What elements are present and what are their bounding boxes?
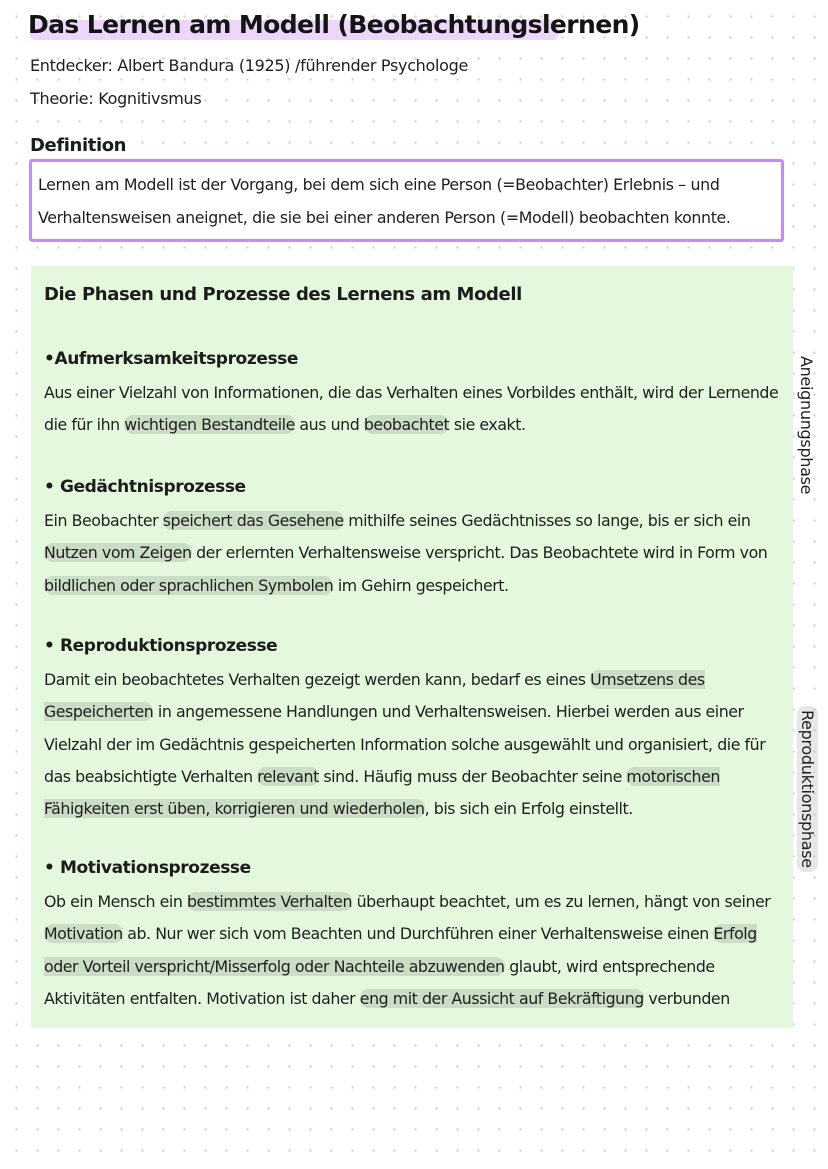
definition-box bbox=[29, 159, 784, 242]
text-segment: sind. Häufig muss der Beobachter seine bbox=[318, 766, 627, 786]
phases-title: Die Phasen und Prozesse des Lernens am Modell bbox=[44, 284, 522, 305]
section-text-motivation bbox=[44, 886, 789, 1015]
text-segment: verbunden bbox=[643, 988, 730, 1008]
text-segment: , bis sich ein Erfolg einstellt. bbox=[424, 799, 633, 819]
discoverer-line: Entdecker: Albert Bandura (1925) /führender Psychologe bbox=[30, 56, 469, 75]
text-segment: Ein Beobachter bbox=[44, 511, 163, 530]
section-heading-reproduction: • Reproduktionsprozesse bbox=[44, 636, 278, 656]
text-segment: überhaupt beachtet, um es zu lernen, hängt von seiner bbox=[352, 892, 771, 911]
section-text-reproduction bbox=[44, 664, 789, 825]
section-text-attention bbox=[44, 377, 789, 442]
text-segment: in angemessene Handlungen und Verhaltensweisen. Hierbei werden aus einer Vielzahl der im Gedächtnis gespeicherten Information solche ausgewählt und organisiert, die für das beabsichtigte Verhalten bbox=[44, 702, 766, 786]
definition-text: Lernen am Modell ist der Vorgang, bei dem sich eine Person (=Beobachter) Erlebnis – und Verhaltensweisen aneignet, die sie bei einer anderen Person (=Modell) beobachten konnte. bbox=[38, 175, 731, 227]
highlighted-phrase: wichtigen Bestandteile bbox=[124, 415, 295, 435]
text-segment: Aus einer Vielzahl von Informationen, die das Verhalten eines Vorbildes enthält, wird der Lernende die für ihn bbox=[44, 383, 779, 435]
highlighted-phrase: Erfolg oder Vorteil verspricht/Misserfolg oder Nachteile abzuwenden bbox=[44, 924, 757, 976]
highlighted-phrase: bestimmtes Verhalten bbox=[186, 892, 353, 911]
text-segment: sie exakt. bbox=[449, 415, 526, 435]
highlighted-phrase: Nutzen vom Zeigen bbox=[44, 543, 192, 563]
side-label-acquisition: Aneignungsphase bbox=[797, 356, 816, 495]
highlighted-phrase: bildlichen oder sprachlichen Symbolen bbox=[44, 575, 334, 595]
text-segment: Ob ein Mensch ein bbox=[44, 892, 187, 911]
text-segment: mithilfe seines Gedächtnisses so lange, bis er sich ein bbox=[343, 511, 751, 530]
definition-heading: Definition bbox=[30, 135, 127, 156]
text-segment: der erlernten Verhaltensweise verspricht. Das Beobachtete wird in Form von bbox=[191, 543, 768, 563]
page-title: Das Lernen am Modell (Beobachtungslernen) bbox=[28, 10, 640, 39]
section-heading-attention: •Aufmerksamkeitsprozesse bbox=[44, 349, 299, 369]
text-segment: glaubt, wird entsprechende Aktivitäten entfalten. Motivation ist daher bbox=[44, 956, 715, 1008]
text-segment: ab. Nur wer sich vom Beachten und Durchführen einer Verhaltensweise einen bbox=[122, 924, 714, 944]
section-text-memory bbox=[44, 505, 789, 602]
highlighted-phrase: relevant bbox=[257, 766, 319, 786]
text-segment: aus und bbox=[294, 415, 364, 435]
highlighted-phrase: speichert das Gesehene bbox=[162, 511, 344, 530]
section-heading-memory: • Gedächtnisprozesse bbox=[44, 477, 246, 497]
highlighted-phrase: Motivation bbox=[44, 924, 123, 944]
side-label-reproduction: Reproduktionsphase bbox=[797, 706, 818, 872]
highlighted-phrase: eng mit der Aussicht auf Bekräftigung bbox=[359, 988, 644, 1008]
theory-line: Theorie: Kognitivsmus bbox=[30, 89, 202, 108]
text-segment: im Gehirn gespeichert. bbox=[333, 575, 509, 595]
section-heading-motivation: • Motivationsprozesse bbox=[44, 858, 251, 878]
highlighted-phrase: Umsetzens des Gespeicherten bbox=[44, 670, 705, 722]
highlighted-phrase: beobachtet bbox=[363, 415, 450, 435]
text-segment: Damit ein beobachtetes Verhalten gezeigt werden kann, bedarf es eines bbox=[44, 670, 591, 689]
highlighted-phrase: motorischen Fähigkeiten erst üben, korrigieren und wiederholen bbox=[44, 766, 720, 819]
